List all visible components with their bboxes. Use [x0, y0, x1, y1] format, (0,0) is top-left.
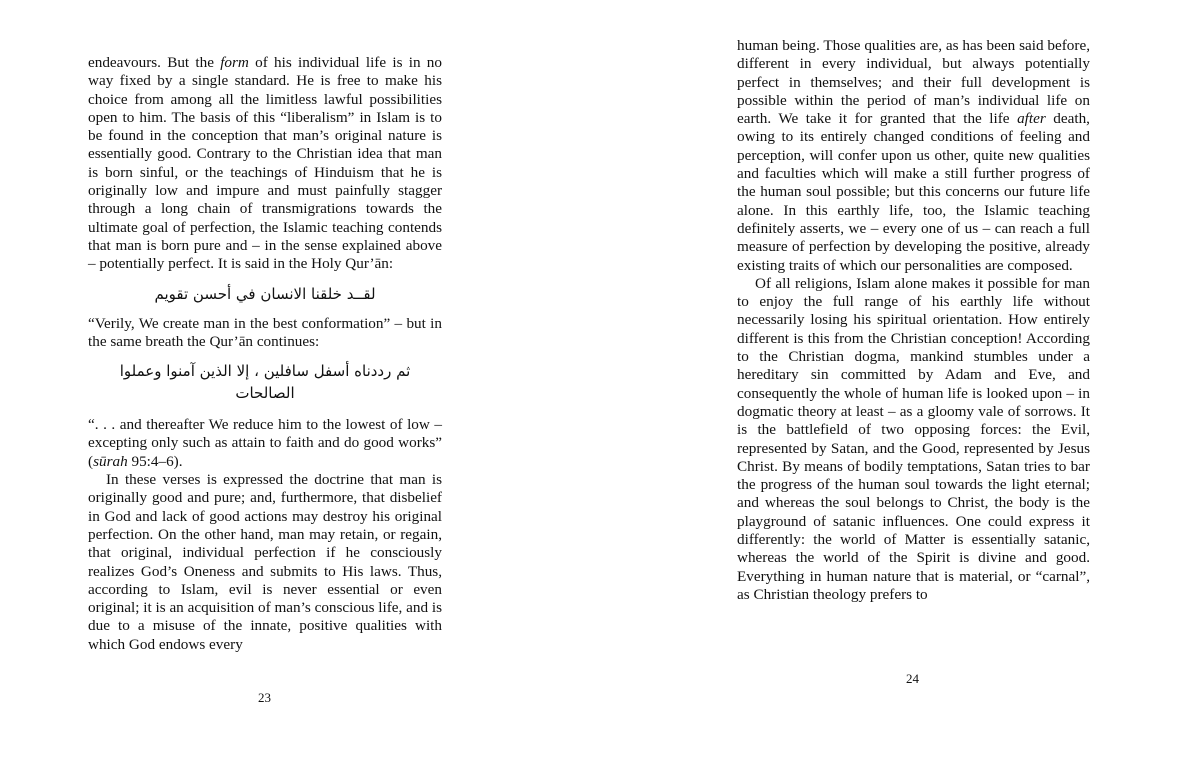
emphasis-form: form	[220, 54, 249, 71]
page-number-left: 23	[258, 690, 271, 705]
right-paragraph-1: human being. Those qualities are, as has been said before, different in every individual, but always potentially perfect in themselves; and their full development is possible within the period of man’s individual life on earth. We take it for granted that the life after death, owing to its entirely changed conditions of feeling and perception, will confer upon us other, quite new qualities and faculties which will make a still further progress of the human soul possible; but this concerns our future life alone. In this earthly life, too, the Islamic teaching definitely asserts, we – every one of us – can reach a full measure of perfection by developing the positive, already existing traits of which our personalities are composed.	[737, 37, 1090, 274]
left-paragraph-2: “Verily, We create man in the best conformation” – but in the same breath the Qur’ān continues:	[88, 314, 442, 350]
emphasis-surah: sūrah	[93, 452, 128, 470]
emphasis-after: after	[1017, 110, 1046, 128]
right-text-column	[737, 37, 1090, 604]
page-number-right: 24	[906, 671, 919, 686]
left-paragraph-1: endeavours. But the form of his individual life is in no way fixed by a single standard. He is free to make his choice from among all the limitless lawful possibilities open to him. The basis of this “liberalism” in Islam is to be found in the conception that man’s original nature is essentially good. Contrary to the Christian idea that man is born sinful, or the teachings of Hinduism that he is originally low and impure and must painfully stagger through a long chain of transmigrations towards the ultimate goal of perfection, the Islamic teaching contends that man is born pure and – in the sense explained above – potentially perfect. It is said in the Holy Qur’ān:	[88, 54, 442, 273]
arabic-verse-1: لقــد خلقنا الانسان في أحسن تقويم	[154, 284, 376, 303]
left-paragraph-3: “. . . and thereafter We reduce him to the lowest of low – excepting only such as attain to faith and do good works” (sūrah 95:4–6).	[88, 416, 442, 470]
right-page	[600, 0, 1200, 773]
right-paragraph-2: Of all religions, Islam alone makes it possible for man to enjoy the full range of his earthly life without necessarily losing his spiritual orientation. How entirely different is this from the Christian conception! According to the Christian dogma, mankind stumbles under a hereditary sin committed by Adam and Eve, and consequently the whole of human life is looked upon – in dogmatic theory at least – as a gloomy vale of sorrows. It is the battlefield of two opposing forces: the Evil, represented by Satan, and the Good, represented by Jesus Christ. By means of bodily temptations, Satan tries to bar the progress of the human soul towards the light eternal; and whereas the soul belongs to Christ, the body is the playground of satanic influences. One could express it differently: the world of Matter is essentially satanic, whereas the world of the Spirit is divine and good. Everything in human nature that is material, or “carnal”, as Christian theology prefers to	[737, 274, 1090, 603]
left-text-column	[88, 54, 442, 654]
arabic-verse-2: ثم رددناه أسفل سافلين ، إلا الذين آمنوا وعملوا الصالحات	[119, 362, 411, 403]
left-paragraph-4: In these verses is expressed the doctrine that man is originally good and pure; and, furthermore, that disbelief in God and lack of good actions may destroy his original perfection. On the other hand, man may retain, or regain, that original, individual perfection if he consciously realizes God’s Oneness and submits to His laws. Thus, according to Islam, evil is never essential or even original; it is an acquisition of man’s conscious life, and is due to a misuse of the innate, positive qualities with which God endows every	[88, 471, 442, 653]
